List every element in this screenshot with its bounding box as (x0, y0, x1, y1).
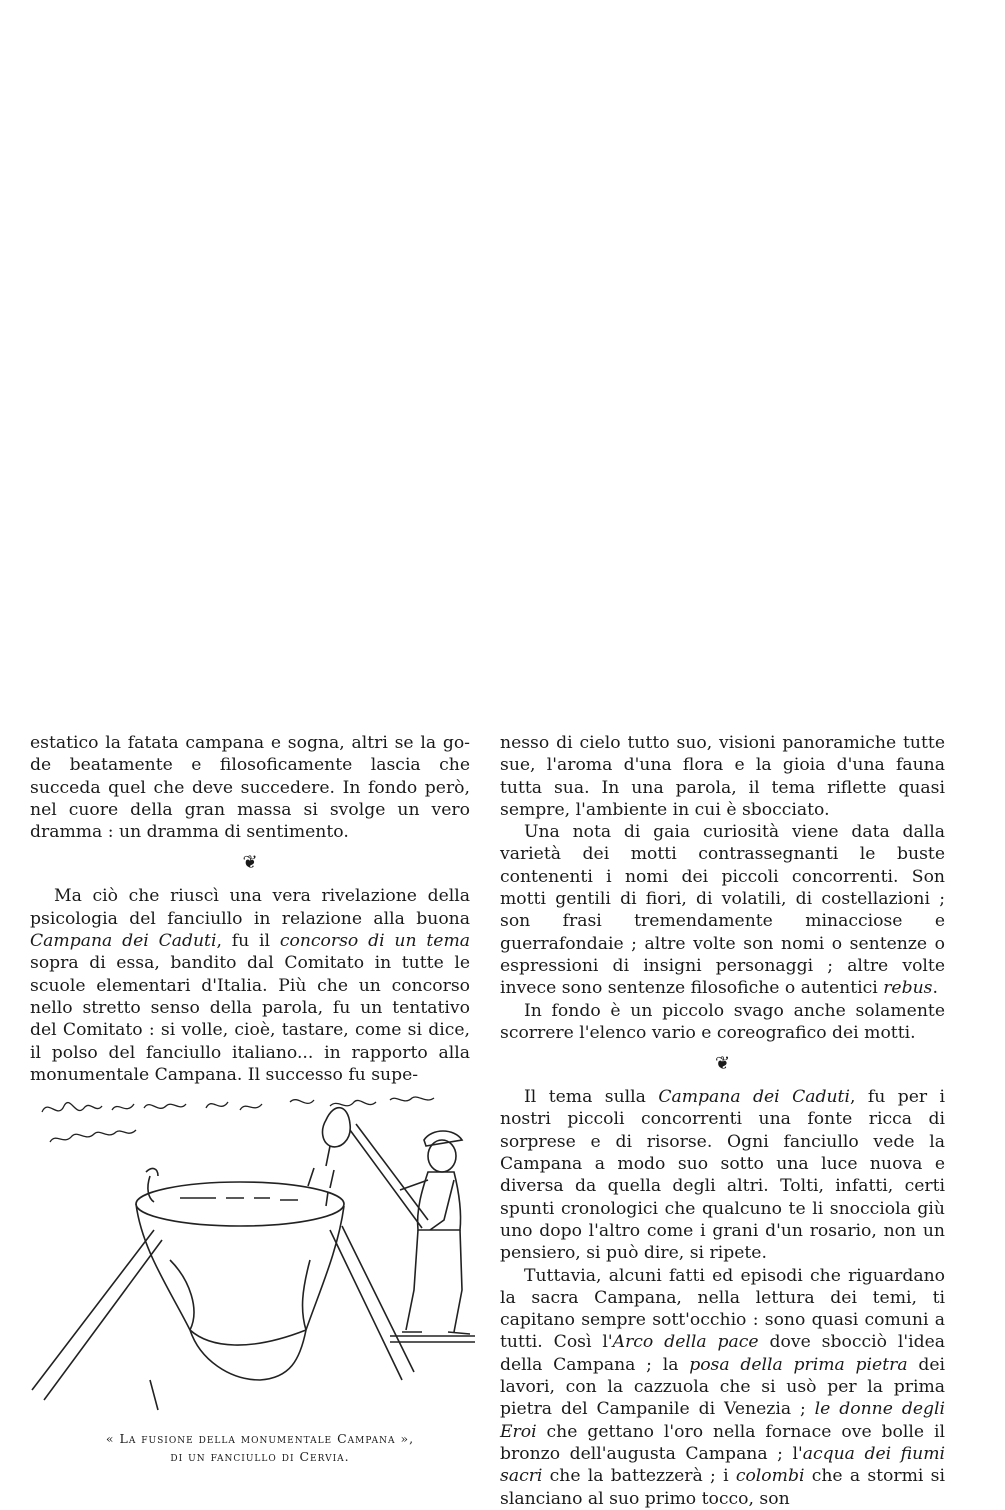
paragraph: nesso di cielo tutto suo, visioni panoramiche tutte sue, l'aroma d'una flora e la gioia d'una fauna tutta sua. In una parola, il tema riflette quasi sempre, l'ambiente in cui è sbocciato. (500, 733, 945, 820)
stand-legs-drawing (32, 1226, 414, 1410)
paragraph: Il tema sulla Campana dei Caduti, fu per i nostri piccoli concorrenti una fonte ricca di sorprese e di risorse. Ogni fanciullo vede la Campana a modo suo sotto una luce nuova e diversa da quella degli altri. Tolti, infatti, certi spunti cronologici che qualcuno te li snocciola giù uno dopo l'altro come i grani d'un rosario, non un pensiero, si può dire, si ripete. (500, 1087, 946, 1264)
caption-line-2: di un fanciullo di Cervia. (170, 1449, 350, 1464)
figure-caption (60, 1430, 460, 1466)
child-drawing-illustration (30, 1080, 475, 1430)
left-column (30, 732, 470, 1086)
paragraph: estatico la fatata campana e sogna, altri se la go-de beatamente e filosoficamente lascia che succeda quel che deve succedere. In fondo però, nel cuore della gran massa si svolge un vero dramma : un dramma di sentimento. (30, 733, 470, 843)
section-ornament-icon: ❦ (242, 852, 258, 874)
section-ornament-icon: ❦ (714, 1053, 731, 1075)
right-column (500, 732, 945, 1510)
paragraph: Una nota di gaia curiosità viene data dalla varietà dei motti contrassegnanti le buste contenenti i nomi dei piccoli concorrenti. Son motti gentili di fiori, di volatili, di costellazioni ; son frasi tremendamente minacciose e guerrafondaie ; altre volte son nomi o sentenze o espressioni di insigni personaggi ; altre volte invece sono sentenze filosofiche o autentici rebus. (500, 822, 945, 999)
paragraph: In fondo è un piccolo svago anche solamente scorrere l'elenco vario e coreografico dei motti. (500, 1000, 945, 1043)
worker-figure-drawing (323, 1108, 475, 1342)
handwritten-caption-scribble (42, 1097, 434, 1142)
paragraph: Ma ciò che riuscì una vera rivelazione della psicologia del fanciullo in relazione alla buona Campana dei Caduti, fu il concorso di un tema sopra di essa, bandito dal Comitato in tutte le scuole elementari d'Italia. Più che un concorso nello stretto senso della parola, fu un tentativo del Comitato : si volle, cioè, tastare, come si dice, il polso del fanciullo italiano... in rapporto alla monumentale Campana. Il successo fu supe- (30, 886, 470, 1085)
caption-line-1: « La fusione della monumentale Campana », (105, 1431, 415, 1446)
paragraph: Tuttavia, alcuni fatti ed episodi che riguardano la sacra Campana, nella lettura dei temi, ti capitano sempre sott'occhio : sono quasi comuni a tutti. Così l'Arco della pace dove sbocciò l'idea della Campana ; la posa della prima pietra dei lavori, con la cazzuola che si usò per la prima pietra del Campanile di Venezia ; le donne degli Eroi che gettano l'oro nella fornace ove bolle il bronzo dell'augusta Campana ; l'acqua dei fiumi sacri che la battezzerà ; i colombi che a stormi si slanciano al suo primo tocco, son (500, 1265, 945, 1509)
bell-mold-drawing (136, 1168, 344, 1380)
